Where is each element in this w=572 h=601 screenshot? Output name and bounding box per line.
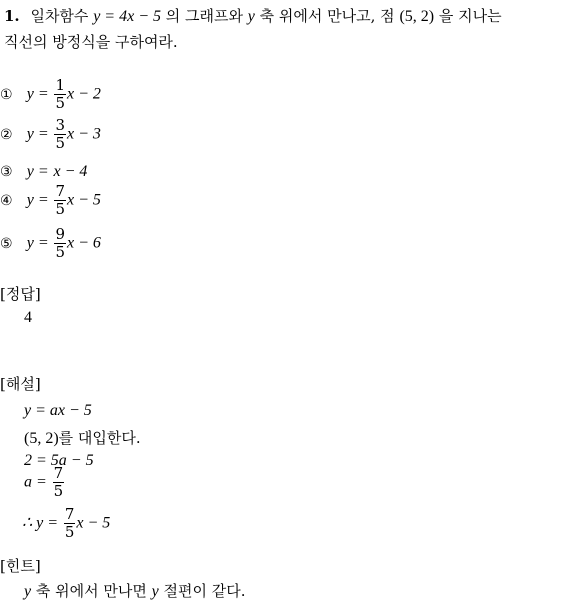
- solution-text: 를 대입한다.: [58, 429, 141, 447]
- choice-rest: x − 3: [67, 125, 101, 143]
- solution-line-4: [24, 466, 65, 499]
- choice-rest: x − 6: [67, 234, 101, 252]
- hint-var: y: [24, 583, 32, 600]
- solution-lhs: a =: [24, 473, 47, 491]
- choice-4[interactable]: [0, 184, 101, 217]
- choice-fraction: $\frac{9}{5}$: [55, 225, 66, 261]
- choice-2[interactable]: [0, 118, 101, 151]
- question-line-1: [4, 5, 502, 26]
- question-var: y: [247, 8, 255, 25]
- choice-fraction: $\frac{1}{5}$: [55, 76, 66, 112]
- choice-lhs: y =: [26, 191, 49, 209]
- solution-line-2: [24, 427, 141, 448]
- solution-fraction: $\frac{7}{5}$: [53, 464, 64, 500]
- question-text: 을 지나는: [438, 7, 502, 25]
- choice-rest: x − 4: [53, 163, 88, 180]
- answer-value: 4: [24, 309, 32, 326]
- choice-label: ④: [0, 192, 13, 209]
- choice-rest: x − 5: [67, 191, 101, 209]
- question-number: 1.: [4, 7, 20, 25]
- choice-lhs: y =: [26, 234, 49, 252]
- choice-fraction: $\frac{3}{5}$: [55, 116, 66, 152]
- choice-lhs: y =: [26, 85, 49, 103]
- choice-label: ②: [0, 126, 13, 143]
- solution-heading: [해설]: [0, 375, 41, 393]
- hint-text: 절편이 같다.: [163, 582, 246, 600]
- question-point: (5, 2): [399, 8, 435, 25]
- hint-heading: [힌트]: [0, 557, 41, 575]
- choice-label: ③: [0, 164, 13, 180]
- solution-line-1: y = ax − 5: [24, 402, 92, 419]
- choice-1[interactable]: [0, 78, 101, 111]
- answer-heading: [정답]: [0, 285, 41, 303]
- solution-line-3: 2 = 5a − 5: [24, 452, 94, 469]
- choice-label: ⑤: [0, 235, 13, 252]
- question-line-2: 직선의 방정식을 구하여라.: [4, 33, 178, 51]
- choice-fraction: $\frac{7}{5}$: [55, 182, 66, 218]
- choice-5[interactable]: [0, 227, 101, 260]
- choice-lhs: y =: [26, 163, 49, 180]
- question-text: 일차함수: [30, 7, 89, 25]
- hint-line: [24, 580, 246, 601]
- solution-lhs: ∴ y =: [22, 514, 59, 532]
- solution-point: (5, 2): [24, 430, 59, 447]
- choice-3[interactable]: [0, 162, 87, 181]
- hint-text: 축 위에서 만나면: [35, 582, 147, 600]
- hint-var: y: [151, 583, 159, 600]
- solution-rest: x − 5: [76, 514, 111, 532]
- question-text: 축 위에서 만나고, 점: [259, 7, 395, 25]
- solution-line-5: [22, 507, 110, 540]
- choice-rest: x − 2: [67, 85, 101, 103]
- choice-lhs: y =: [26, 125, 49, 143]
- choice-label: ①: [0, 86, 13, 103]
- solution-fraction: $\frac{7}{5}$: [64, 505, 75, 541]
- question-text: 의 그래프와: [165, 7, 243, 25]
- question-equation: y = 4x − 5: [93, 8, 161, 25]
